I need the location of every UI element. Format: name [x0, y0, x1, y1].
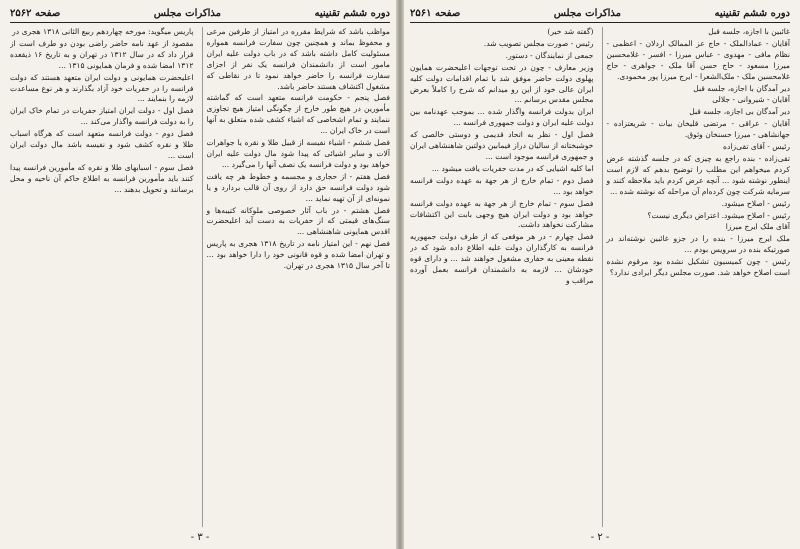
- right-page-column-right: [602, 27, 791, 527]
- paragraph: رئیس - اصلاح میشود. اعتراض دیگری نیست؟: [647, 210, 790, 220]
- paragraph: فصل دوم - تمام خارج از هر جهة به عهده دولت فرانسه خواهد بود ...: [410, 175, 594, 196]
- paragraph: فصل هفتم - از حجاری و مجسمه و خطوط هر چه یافت شود دولت فرانسه حق دارد از روی آن قالب بردارد و یا نمونه‌ای از آن تهیه نماید ...: [206, 171, 390, 203]
- paragraph: ایران بدولت فرانسه واگذار شده ... بموجب عهدنامه بین دولت علیه ایران و دولت جمهوری فرانسه ...: [410, 107, 594, 128]
- left-page-column-right: [202, 27, 391, 527]
- right-header-page-number: صفحه ۲۵۶۱: [410, 7, 461, 19]
- paragraph: آقای ملک ایرج میرزا: [725, 222, 790, 232]
- paragraph: (گفته شد خیر): [547, 27, 594, 36]
- paragraph: اعلیحضرت همایونی و دولت ایران متعهد هستند که دولت فرانسه را در حفریات خود آزاد بگذارند و هر نوع مساعدت لازمه را بنمایند ...: [10, 72, 194, 104]
- left-page-header: [10, 6, 390, 23]
- paragraph: فصل اول - دولت ایران امتیاز حفریات در تمام خاک ایران را به دولت فرانسه واگذار می‌کند ...: [10, 106, 194, 127]
- paragraph: فصل ششم - اشیاء نفیسه از قبیل طلا و نقره یا جواهرات آلات و سایر اشیائی که پیدا شود مال دولت علیه ایران خواهد بود و دولت فرانسه یک نصف آنها را می‌گیرد ...: [206, 138, 390, 169]
- paragraph: مقصود از عهد نامه حاضر راضی بودن دو طرف است از قرار داد که در سال ۱۳۱۲ در تهران و به تاریخ ۱۶ ذیقعده ۱۳۱۲ امضا شده و فرمان همایونی ۱۳۱۵ ...: [10, 38, 194, 70]
- paragraph: فصل نهم - این امتیاز نامه در تاریخ ۱۳۱۸ هجری به پاریس و تهران امضا شده و قوه قانونی خود را دارا خواهد بود ... تا آخر سال ۱۳۱۵ هجری در تهران.: [206, 239, 390, 271]
- paragraph: فصل چهارم - در هر موقعی که از طرف دولت جمهوریه فرانسه به کارگذاران دولت علیه اطلاع داده شود که در نقطه معینی به حفاری مشغول خواهند شد ... و دارای قوه خودشان ... لازمه به دانشمندان فرانسه بعمل آورده مراقب و: [410, 232, 594, 285]
- paragraph: دیر آمدگان بی اجازه، جلسه قبل: [689, 107, 790, 117]
- paragraph: آقایان - عراقی - مرتضی قلیخان بیات - شریعتزاده - جهانشاهی - میرزا حسنخان وثوق.: [606, 119, 790, 140]
- left-header-series: دوره ششم تقنینیه: [314, 7, 390, 19]
- paragraph: ملک ایرج میرزا - بنده را در جزو غائبین نوشته‌اند در صورتیکه بنده در سرویس بودم ...: [606, 234, 790, 255]
- paragraph: آقایان - شیروانی - جلالی: [712, 95, 790, 105]
- paragraph: غائبین با اجازه، جلسه قبل: [708, 27, 790, 36]
- paragraph: وزیر معارف - چون در تحت توجهات اعلیحضرت همایون پهلوی دولت حاضر موفق شد با تمام اقدامات دولت کلیه ایران عالی خود از این رو میدانم که شرح را کاملاً بعرض مجلس مقدس برسانم ...: [410, 62, 594, 105]
- paragraph: دیر آمدگان با اجازه، جلسه قبل: [693, 83, 790, 93]
- left-page-columns: [10, 27, 390, 527]
- right-page-footer: - ۲ -: [590, 532, 610, 543]
- paragraph: فصل دوم - دولت فرانسه متعهد است که هرگاه اسباب طلا و نقره کشف شود و نفیسه باشد مال دولت ایران است ...: [10, 129, 194, 160]
- right-header-series: دوره ششم تقنینیه: [714, 7, 790, 19]
- paragraph: مواظب باشد که شرایط مقرره در امتیاز از طرفین مرعی و محفوظ بماند و همچنین چون سفارت فرانسه همواره مسئولیت کامل داشته باشد که در باب دولت علیه ایران مامور است از دانشمندان فرانسه یک نفر از اجزای سفارت فرانسه را حاضر خواهد نمود تا در نقاطی که مشغول اکتشاف هستند حاضر باشد.: [206, 27, 390, 91]
- paragraph: پاریس میگوید: مورخه چهاردهم ربیع الثانی ۱۳۱۸ هجری در: [12, 27, 194, 36]
- paragraph: فصل هشتم - در باب آثار خصوصی ملوکانه کتیبه‌ها و سنگ‌های قیمتی که از حفریات به دست آید اعلیحضرت اقدس همایونی شاهنشاهی ...: [206, 205, 390, 237]
- paragraph: فصل پنجم - حکومت فرانسه متعهد است که گماشته مأمورین در هیچ طور خارج از چگونگی امتیاز هیچ تجاوزی ننمایند و تمام اشخاصی که اشیاء کشف شده متعلق به آنها است در خاک ایران ...: [206, 93, 390, 136]
- right-page-column-left: [410, 27, 594, 527]
- paragraph: رئیس - آقای تقی‌زاده: [723, 142, 790, 152]
- paragraph: فصل اول - نظر به اتحاد قدیمی و دوستی خالصی که خوشبختانه از سالیان دراز فیمابین دولتین شاهنشاهی ایران و جمهوری فرانسه موجود است ...: [410, 130, 594, 161]
- paragraph: رئیس - اصلاح میشود.: [721, 198, 790, 208]
- paragraph: رئیس - صورت مجلس تصویب شد.: [483, 38, 594, 48]
- paragraph: تقی‌زاده - بنده راجع به چیزی که در جلسه گذشته عرض کردم میخواهم این مطلب را توضیح بدهم که لازم است اینطور نوشته شود ... آنچه عرض کردم باید ملاحظه کنند و سرمایه شرکت چون کرده‌ام آن مراحله که نوشته شده ...: [606, 153, 790, 196]
- paragraph: فصل سوم - اسبابهای طلا و نقره که مأمورین فرانسه پیدا کنند باید مأمورین فرانسه به اطلاع حاکم آن ناحیه و محل برسانند و تحویل بدهند ...: [10, 162, 194, 194]
- left-header-page-number: صفحه ۲۵۶۲: [10, 7, 61, 19]
- left-page-footer: - ۳ -: [190, 532, 210, 543]
- paragraph: فصل سوم - تمام خارج از هر جهة به عهده دولت فرانسه خواهد بود و دولت ایران هیچ وجهی بابت این اکتشافات مشارکت نخواهد داشت.: [410, 198, 594, 230]
- paragraph: آقایان - عمادالملک - حاج عز الممالک اردلان - اعظمی - نظام مافی - مهدوی - عباس میرزا - افسر - غلامحسین میرزا مسعود - حاج حسن آقا ملک - جواهری - حاج غلامحسین ملک - ملک‌الشعرا - ایرج میرزا پور محمودی.: [606, 38, 790, 81]
- left-page-column-left: [10, 27, 194, 527]
- right-page: [400, 0, 800, 549]
- left-header-title: مذاکرات مجلس: [153, 7, 222, 19]
- right-page-header: [410, 6, 790, 23]
- paragraph: رئیس - چون کمیسیون تشکیل نشده بود مرقوم نشده است اصلاح خواهد شد. صورت مجلس دیگر ایرادی ندارد؟: [606, 257, 790, 278]
- right-header-title: مذاکرات مجلس: [553, 7, 622, 19]
- right-page-columns: [410, 27, 790, 527]
- paragraph: اما کلیه اشیایی که در مدت حفریات یافت میشود ...: [431, 163, 594, 173]
- paragraph: جمعی از نمایندگان - دستور.: [505, 50, 594, 60]
